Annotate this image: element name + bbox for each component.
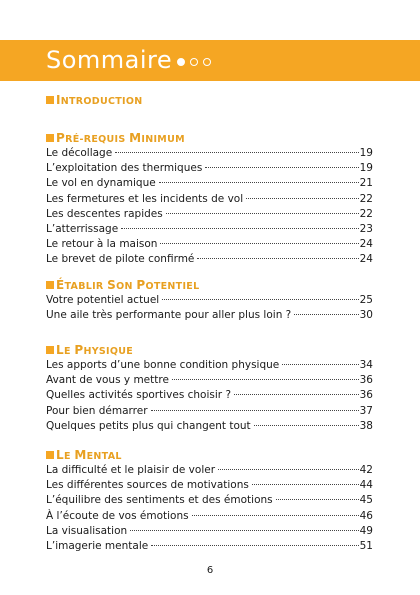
entry-page: 34 [359,359,373,371]
entry-label: Une aile très performante pour aller plus loin ? [46,309,292,322]
dot-leader [197,258,359,259]
entry-page: 45 [359,494,373,507]
entry-label: Le retour à la maison [46,238,158,251]
empty-dot-icon [190,58,198,66]
entry-label: Pour bien démarrer [46,404,148,417]
dot-leader [294,314,359,315]
dot-leader [192,515,359,516]
toc-entry[interactable] [46,478,373,493]
entry-page: 49 [359,524,373,537]
toc-entry[interactable] [46,161,373,176]
section-heading [46,94,373,108]
toc-entry[interactable] [46,524,373,539]
page-number: 6 [206,565,214,576]
dot-leader [246,198,359,199]
toc-entry[interactable] [46,293,373,308]
dot-leader [218,469,359,470]
section-title: PRÉ-REQUIS MINIMUM [56,131,185,145]
dot-leader [276,499,359,500]
entry-page: 24 [359,253,373,266]
toc-entry[interactable] [46,404,373,419]
toc-entry[interactable] [46,358,373,373]
section-physique [46,344,373,434]
toc-entry[interactable] [46,308,373,323]
entry-label: La difficulté et le plaisir de voler [46,464,216,476]
square-bullet-icon [46,281,54,289]
square-bullet-icon [46,451,54,459]
toc-entry[interactable] [46,252,373,267]
toc-entry[interactable] [46,207,373,222]
dot-leader [166,213,359,214]
entry-page: 30 [359,309,373,322]
section-title: INTRODUCTION [56,93,143,107]
toc-entry[interactable] [46,493,373,508]
section-introduction [46,94,373,108]
toc-entry[interactable] [46,373,373,388]
section-mental [46,449,373,554]
entry-label: L’imagerie mentale [46,539,149,552]
entry-page: 42 [359,464,373,476]
entry-label: Le vol en dynamique [46,177,156,190]
square-bullet-icon [46,346,54,354]
entry-label: L’atterrissage [46,222,119,235]
filled-dot-icon [177,58,185,66]
toc-entry[interactable] [46,222,373,237]
section-heading [46,344,373,358]
entry-label: Le brevet de pilote confirmé [46,253,195,266]
entry-label: À l’écoute de vos émotions [46,509,189,522]
entry-label: Avant de vous y mettre [46,374,169,387]
entry-page: 46 [359,509,373,522]
toc-entry[interactable] [46,146,373,161]
entry-page: 22 [359,207,373,220]
entry-label: Les descentes rapides [46,207,163,220]
section-heading [46,132,373,146]
title-banner [0,40,420,81]
dot-leader [162,299,359,300]
dot-leader [282,364,359,365]
entry-page: 23 [359,222,373,235]
dot-leader [151,410,359,411]
entry-page: 19 [359,147,373,159]
section-title: ÉTABLIR SON POTENTIEL [56,278,200,292]
entry-page: 44 [359,479,373,492]
entry-label: Les fermetures et les incidents de vol [46,192,244,205]
page-title: Sommaire [46,46,173,74]
dot-leader [160,243,359,244]
toc-entry[interactable] [46,539,373,554]
entry-page: 21 [359,177,373,190]
section-potentiel [46,279,373,323]
toc-entry[interactable] [46,388,373,403]
toc-entry[interactable] [46,237,373,252]
entry-page: 19 [359,162,373,175]
entry-page: 22 [359,192,373,205]
section-heading [46,279,373,293]
dot-leader [115,152,359,153]
section-heading [46,449,373,463]
entry-page: 25 [359,294,373,306]
entry-label: Le décollage [46,147,113,159]
dot-leader [254,425,359,426]
entry-label: L’équilibre des sentiments et des émotions [46,494,273,507]
entry-label: Votre potentiel actuel [46,294,160,306]
entry-label: Quelles activités sportives choisir ? [46,389,232,402]
dot-leader [159,182,359,183]
toc-entry[interactable] [46,192,373,207]
section-prerequis [46,132,373,268]
empty-dot-icon [203,58,211,66]
toc-entry[interactable] [46,176,373,191]
dot-leader [234,394,359,395]
entry-page: 38 [359,419,373,432]
toc-entry[interactable] [46,509,373,524]
section-title: LE PHYSIQUE [56,343,134,357]
entry-page: 24 [359,238,373,251]
square-bullet-icon [46,96,54,104]
entry-label: La visualisation [46,524,128,537]
entry-page: 51 [359,539,373,552]
entry-label: L’exploitation des thermiques [46,162,203,175]
entry-page: 36 [359,374,373,387]
entry-page: 37 [359,404,373,417]
entry-label: Les apports d’une bonne condition physique [46,359,280,371]
dot-leader [252,484,359,485]
dot-leader [205,167,359,168]
toc-entry[interactable] [46,463,373,478]
entry-label: Quelques petits plus qui changent tout [46,419,251,432]
dot-leader [121,228,359,229]
dot-leader [151,545,359,546]
toc-entry[interactable] [46,419,373,434]
entry-page: 36 [359,389,373,402]
entry-label: Les différentes sources de motivations [46,479,249,492]
dot-leader [130,530,359,531]
dot-leader [172,379,359,380]
section-title: LE MENTAL [56,448,122,462]
square-bullet-icon [46,134,54,142]
